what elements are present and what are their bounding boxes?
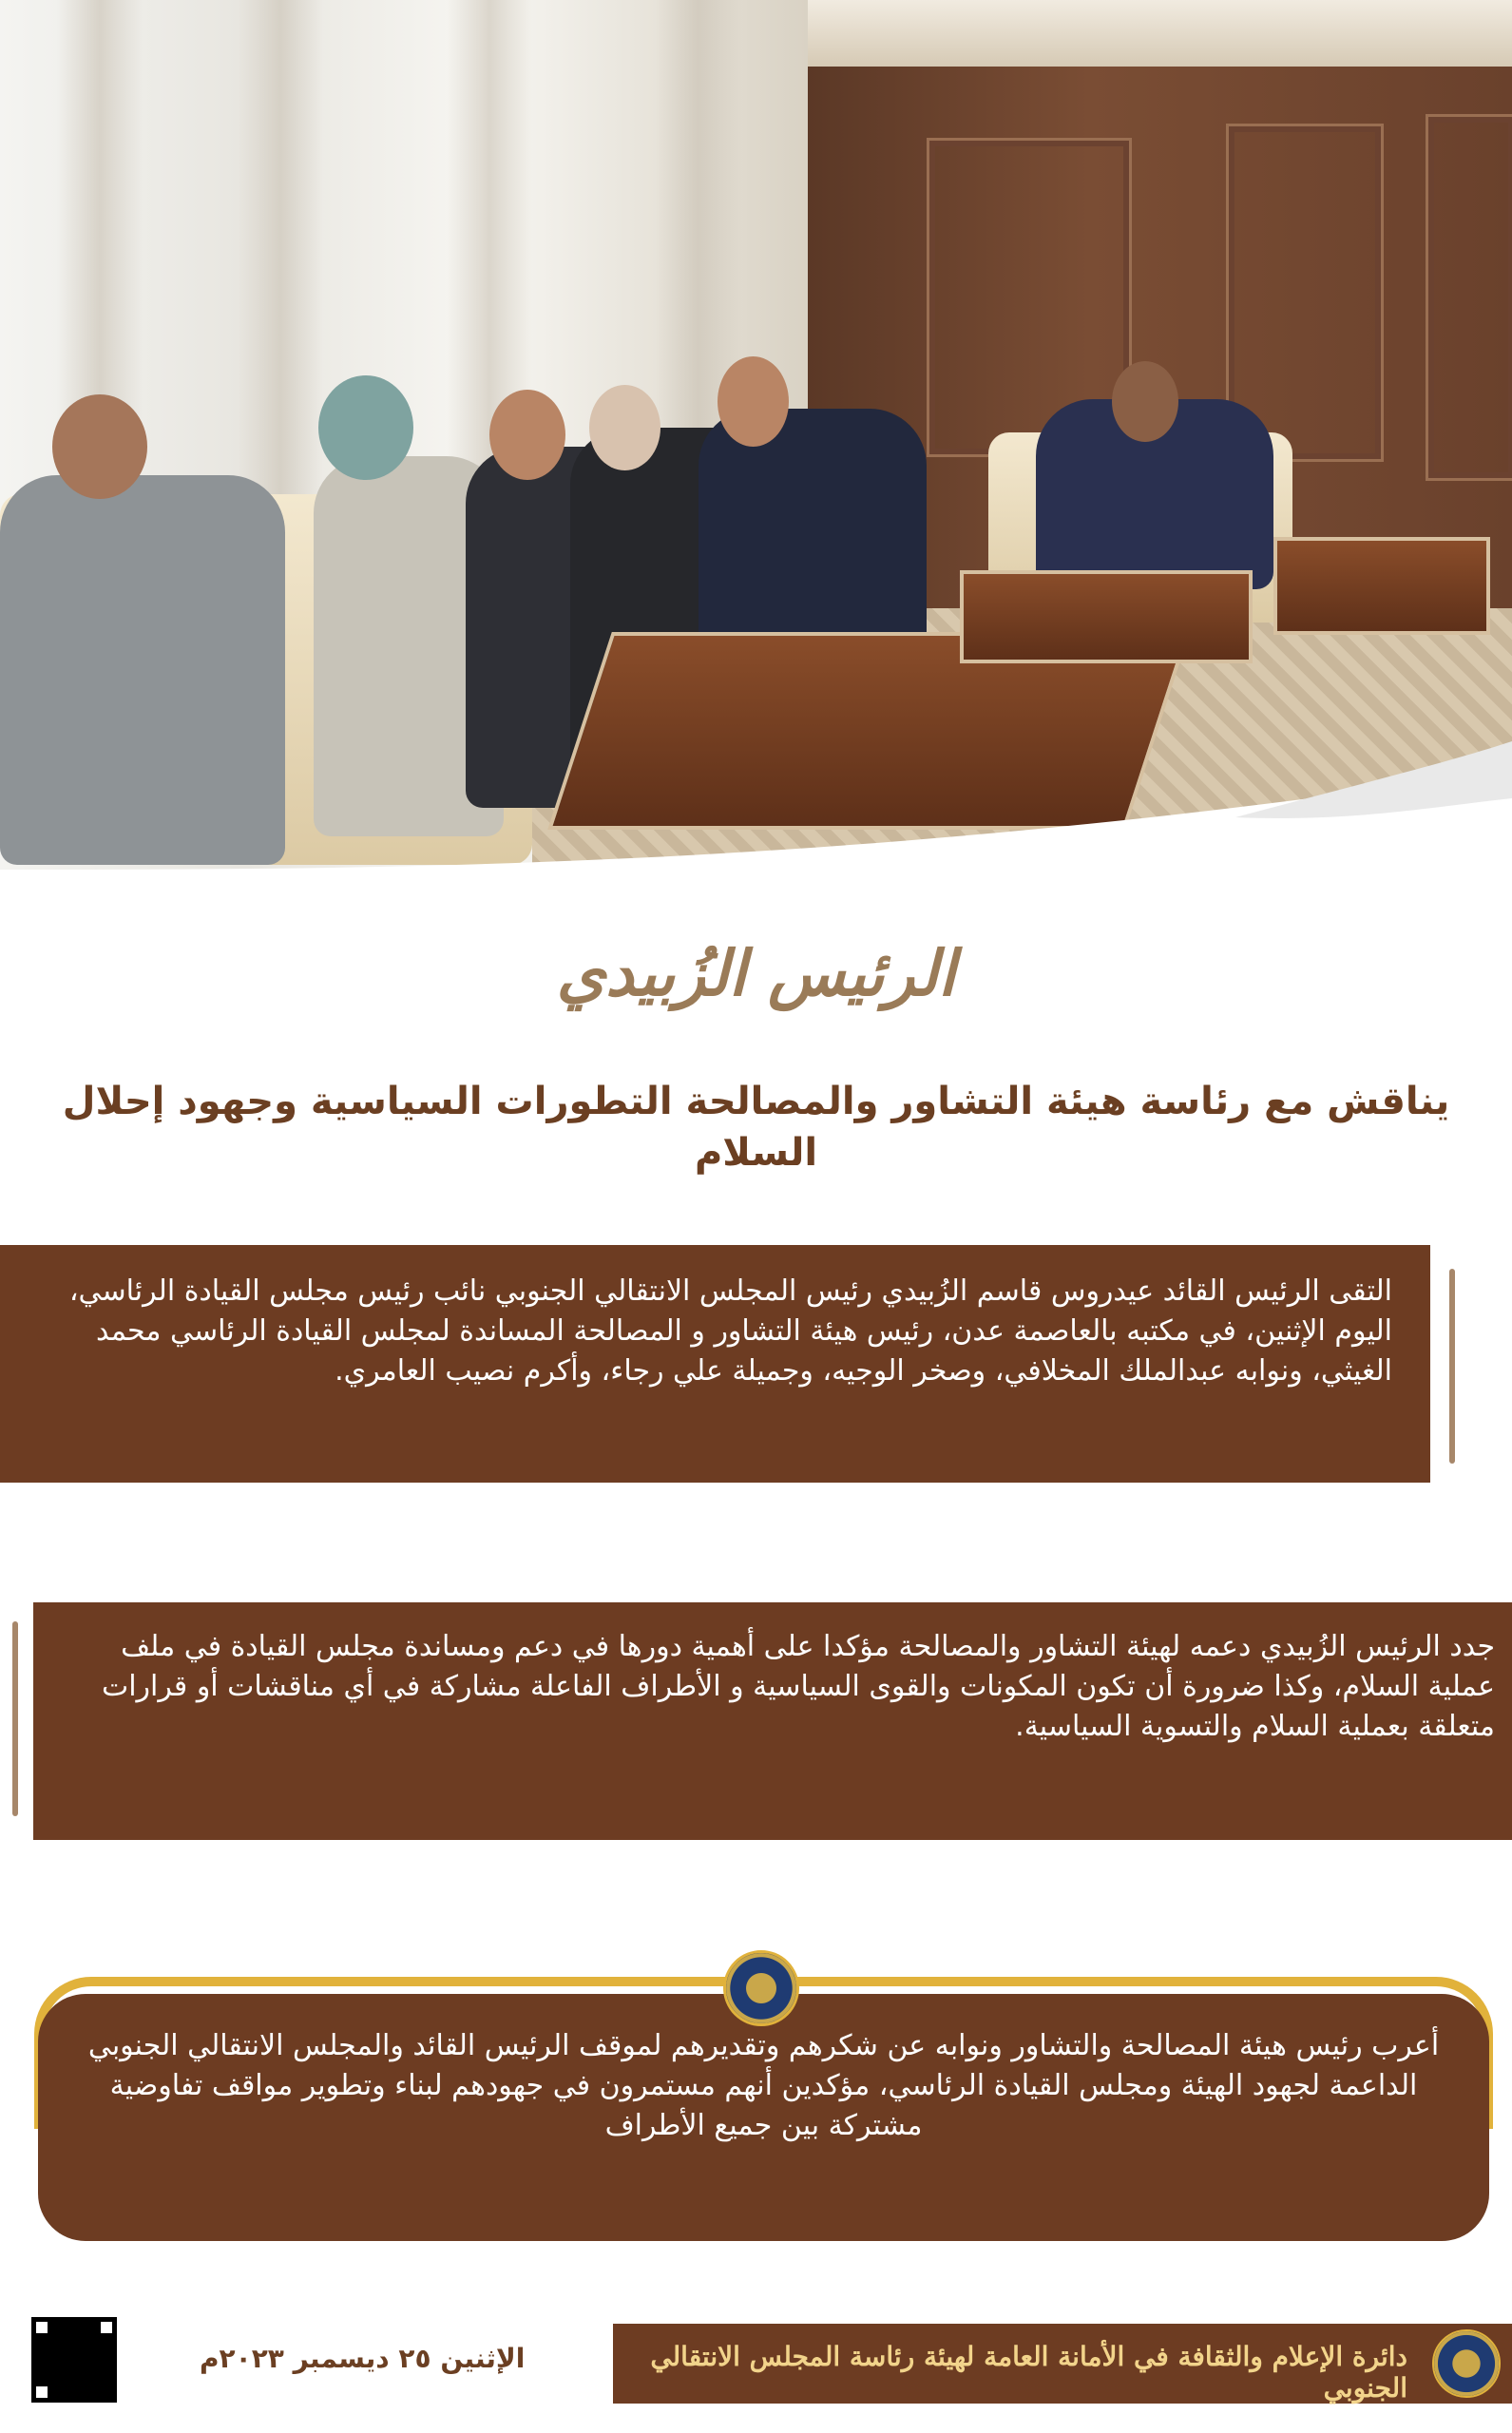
footer-organization: دائرة الإعلام والثقافة في الأمانة العامة لهيئة رئاسة المجلس الانتقالي الجنوبي — [650, 2341, 1407, 2404]
ceiling — [808, 0, 1512, 67]
footer-bar — [613, 2324, 1512, 2404]
photo-wave-mask — [0, 741, 1512, 870]
qr-code-icon[interactable] — [31, 2317, 117, 2403]
date-label: الإثنين ٢٥ ديسمبر ٢٠٢٣م — [200, 2343, 526, 2374]
paragraph-2-text: جدد الرئيس الزُبيدي دعمه لهيئة التشاور والمصالحة مؤكدا على أهمية دورها في دعم ومساندة مجلس القيادة في ملف عملية السلام، وكذا ضرورة أن تكون المكونات والقوى السياسية و الأطراف الفاعلة مشاركة في أي مناقشات أو قرارات متعلقة بعملية السلام والتسوية السياسية. — [101, 1630, 1495, 1743]
meeting-photo — [0, 0, 1512, 870]
emblem-icon — [723, 1950, 799, 2026]
paragraph-3-text: أعرب رئيس هيئة المصالحة والتشاور ونوابه عن شكرهم وتقديرهم لموقف الرئيس القائد والمجلس الانتقالي الجنوبي الداعمة لجهود الهيئة ومجلس القيادة الرئاسي، مؤكدين أنهم مستمرون في جهودهم لبناء وتطوير مواقف تفاوضية مشتركة بين جميع الأطراف — [38, 1994, 1489, 2241]
headline: يناقش مع رئاسة هيئة التشاور والمصالحة التطورات السياسية وجهود إحلال السلام — [62, 1080, 1450, 1175]
box-accent-bar — [1449, 1269, 1455, 1464]
paragraph-box-2 — [33, 1602, 1512, 1840]
emblem-icon — [1432, 2329, 1501, 2398]
paragraph-box-1 — [0, 1245, 1430, 1483]
paragraph-1-text: التقى الرئيس القائد عيدروس قاسم الزُبيدي رئيس المجلس الانتقالي الجنوبي نائب رئيس مجلس القيادة الرئاسي، اليوم الإثنين، في مكتبه بالعاصمة عدن، رئيس هيئة التشاور و المصالحة المساندة لمجلس القيادة الرئاسي محمد الغيثي، ونوابه عبدالملك المخلافي، وصخر الوجيه، وجميلة علي رجاء، وأكرم نصيب العامري. — [68, 1274, 1392, 1388]
calligraphy-title: الرئيس الزُبيدي — [556, 936, 956, 1010]
box-accent-bar — [12, 1621, 18, 1816]
